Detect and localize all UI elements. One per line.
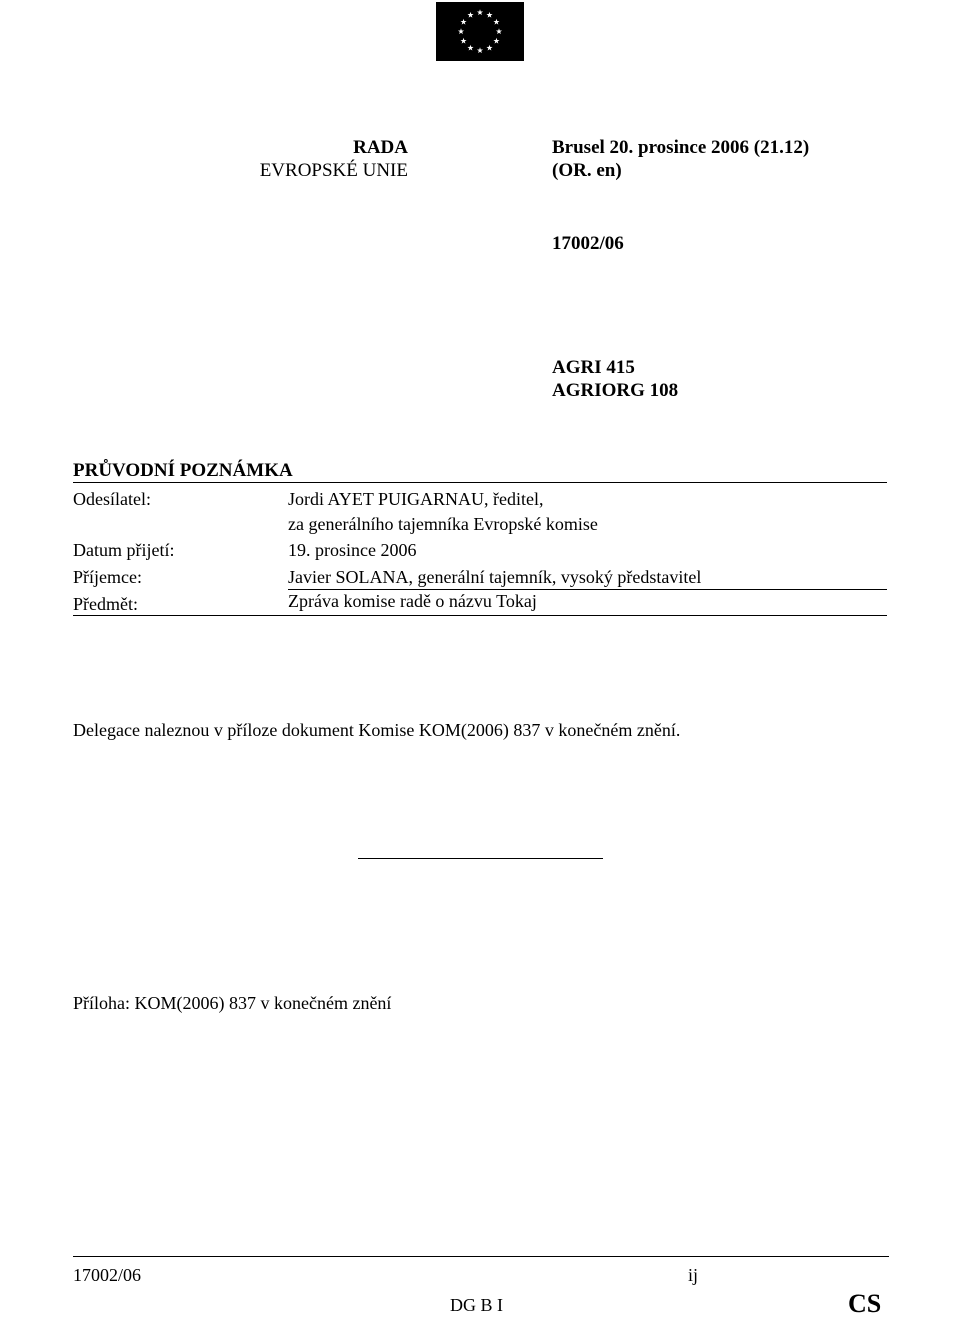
place-date: Brusel 20. prosince 2006 (21.12) xyxy=(552,137,810,158)
subject-value: Zpráva komise radě o názvu Tokaj xyxy=(288,591,537,611)
recipient-label: Příjemce: xyxy=(73,567,142,587)
footer-language: CS xyxy=(848,1289,882,1318)
footer-initials: ij xyxy=(688,1265,699,1285)
star-icon xyxy=(467,12,473,18)
recipient-value: Javier SOLANA, generální tajemník, vysoký představitel xyxy=(288,567,702,587)
body-text: Delegace naleznou v příloze dokument Komise KOM(2006) 837 v konečném znění. xyxy=(73,720,681,740)
heading-underline xyxy=(73,482,887,483)
star-icon xyxy=(477,47,483,53)
star-icon xyxy=(467,45,473,51)
original-language: (OR. en) xyxy=(552,160,622,181)
subject-label: Předmět: xyxy=(73,594,138,614)
star-icon xyxy=(486,12,492,18)
star-icon xyxy=(496,28,502,34)
footer-rule xyxy=(73,1256,889,1257)
sender-label: Odesílatel: xyxy=(73,489,151,509)
council-name-line1: RADA xyxy=(353,137,408,158)
star-icon xyxy=(461,38,467,44)
sender-line2: za generálního tajemníka Evropské komise xyxy=(288,514,598,534)
subject-underline xyxy=(73,615,887,616)
recipient-underline xyxy=(288,589,887,590)
code-agriorg: AGRIORG 108 xyxy=(552,380,679,401)
star-icon xyxy=(461,19,467,25)
star-icon xyxy=(493,19,499,25)
footer-dg: DG B I xyxy=(450,1295,503,1315)
code-agri: AGRI 415 xyxy=(552,357,635,378)
footer-doc-number: 17002/06 xyxy=(73,1265,142,1285)
star-icon xyxy=(486,45,492,51)
council-name-line2: EVROPSKÉ UNIE xyxy=(259,160,408,181)
document-number: 17002/06 xyxy=(552,233,624,254)
annex-text: Příloha: KOM(2006) 837 v konečném znění xyxy=(73,993,392,1013)
eu-flag-icon xyxy=(436,2,524,61)
received-label: Datum přijetí: xyxy=(73,540,175,560)
star-icon xyxy=(458,28,464,34)
star-icon xyxy=(477,9,483,15)
sender-line1: Jordi AYET PUIGARNAU, ředitel, xyxy=(288,489,544,509)
star-icon xyxy=(493,38,499,44)
received-value: 19. prosince 2006 xyxy=(288,540,417,560)
separator-line xyxy=(358,858,603,859)
eu-flag-stars xyxy=(436,2,524,61)
note-heading: PRŮVODNÍ POZNÁMKA xyxy=(73,460,293,481)
